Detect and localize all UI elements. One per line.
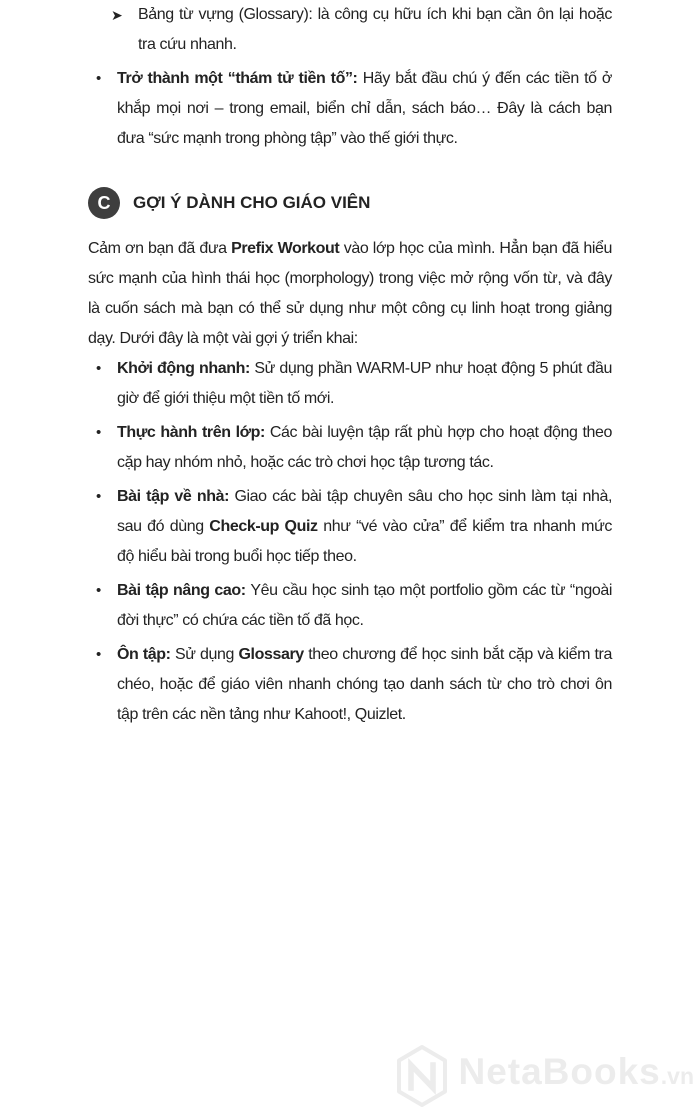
bullet-marker-icon: • bbox=[96, 488, 101, 505]
bullet-marker-icon: • bbox=[96, 70, 101, 87]
watermark-text bbox=[458, 1051, 694, 1095]
list-item bbox=[88, 482, 612, 572]
bullet-marker-icon: ➤ bbox=[111, 7, 123, 23]
intro-list bbox=[88, 0, 612, 154]
bullet-marker-icon: • bbox=[96, 424, 101, 441]
list-item-text: Ôn tập: Sử dụng Glossary theo chương để học sinh bắt cặp và kiểm tra chéo, hoặc để giáo viên nhanh chóng tạo danh sách từ cho trò chơi ôn tập trên các nền tảng như Kahoot!, Quizlet. bbox=[117, 646, 612, 723]
watermark bbox=[395, 1044, 694, 1108]
list-item-text: Bài tập về nhà: Giao các bài tập chuyên sâu cho học sinh làm tại nhà, sau đó dùng Check-up Quiz như “vé vào cửa” để kiểm tra nhanh mức độ hiểu bài trong buổi học tiếp theo. bbox=[117, 488, 612, 565]
list-item-text: Thực hành trên lớp: Các bài luyện tập rất phù hợp cho hoạt động theo cặp hay nhóm nhỏ, hoặc các trò chơi học tập tương tác. bbox=[117, 424, 612, 471]
list-item-text: Bảng từ vựng (Glossary): là công cụ hữu ích khi bạn cần ôn lại hoặc tra cứu nhanh. bbox=[138, 6, 612, 53]
list-item-text: Trở thành một “thám tử tiền tố”: Hãy bắt đầu chú ý đến các tiền tố ở khắp mọi nơi – trong email, biển chỉ dẫn, sách báo… Đây là cách bạn đưa “sức mạnh trong phòng tập” vào thế giới thực. bbox=[117, 70, 612, 147]
list-item-text: Bài tập nâng cao: Yêu cầu học sinh tạo một portfolio gồm các từ “ngoài đời thực” có chứa các tiền tố đã học. bbox=[117, 582, 612, 629]
bullet-marker-icon: • bbox=[96, 360, 101, 377]
watermark-domain-suffix: .vn bbox=[660, 1063, 694, 1089]
list-item bbox=[88, 354, 612, 414]
section-header bbox=[88, 187, 612, 219]
tips-list bbox=[88, 354, 612, 730]
list-item-text: Khởi động nhanh: Sử dụng phần WARM-UP như hoạt động 5 phút đầu giờ để giới thiệu một tiền tố mới. bbox=[117, 360, 612, 407]
list-item bbox=[88, 64, 612, 154]
list-item bbox=[88, 418, 612, 478]
intro-paragraph: Cảm ơn bạn đã đưa Prefix Workout vào lớp học của mình. Hẳn bạn đã hiểu sức mạnh của hình thái học (morphology) trong việc mở rộng vốn từ, và đây là cuốn sách mà bạn có thể sử dụng như một công cụ linh hoạt trong giảng dạy. Dưới đây là một vài gợi ý triển khai: bbox=[88, 240, 612, 347]
list-item bbox=[88, 640, 612, 730]
bullet-marker-icon: • bbox=[96, 646, 101, 663]
list-item bbox=[88, 576, 612, 636]
watermark-brand: NetaBooks bbox=[458, 1051, 661, 1092]
section-title: GỢI Ý DÀNH CHO GIÁO VIÊN bbox=[133, 193, 371, 212]
netabooks-hexagon-logo-icon bbox=[395, 1044, 449, 1108]
bullet-marker-icon: • bbox=[96, 582, 101, 599]
section-badge: C bbox=[88, 187, 120, 219]
list-item bbox=[88, 0, 612, 60]
